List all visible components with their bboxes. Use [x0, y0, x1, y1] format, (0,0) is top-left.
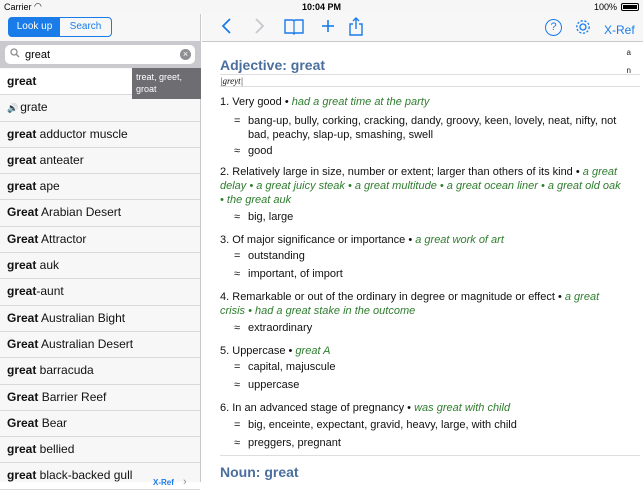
example-text: great A [295, 345, 331, 357]
spelling-suggestion-popup[interactable] [132, 68, 201, 99]
word-rest: Bear [38, 415, 68, 430]
word-list-item[interactable] [0, 385, 200, 411]
word-rest: Attractor [38, 231, 87, 246]
related-words [220, 321, 622, 335]
synonyms-symbol: = [234, 419, 241, 431]
side-index-n[interactable]: n [626, 66, 631, 75]
related-words-symbol: ≈ [234, 268, 241, 280]
related-words [220, 267, 622, 281]
definition-text: Of major significance or importance [232, 234, 406, 246]
word-rest: anteater [36, 152, 84, 167]
word-rest: Arabian Desert [38, 205, 122, 220]
divider [220, 455, 640, 456]
related-words-text[interactable]: uppercase [248, 379, 300, 391]
related-words [220, 210, 622, 224]
example-text: was great with child [414, 402, 511, 414]
battery-percent: 100% [593, 2, 617, 12]
related-words-text[interactable]: good [248, 145, 273, 157]
word-list-item[interactable] [0, 306, 200, 332]
sense-number: 6. [220, 402, 230, 414]
word-list-item[interactable] [0, 200, 200, 226]
forward-icon[interactable] [254, 17, 266, 39]
synonyms-text[interactable]: outstanding [248, 250, 305, 262]
bullet-separator: • [554, 291, 565, 303]
noun-heading: Noun: great [220, 464, 299, 480]
word-rest: bellied [36, 442, 75, 457]
search-bar [0, 41, 200, 68]
word-list-item[interactable] [0, 437, 200, 463]
clear-search-icon[interactable]: × [180, 49, 191, 60]
definition-text: Remarkable or out of the ordinary in degree or magnitude or effect [232, 291, 555, 303]
xref-button[interactable]: X-Ref [604, 23, 635, 37]
segment-look-up[interactable]: Look up [9, 18, 60, 36]
example-text: a great crisis • had a great stake in the outcome [220, 291, 600, 317]
sense-number: 5. [220, 345, 230, 357]
word-list [0, 69, 200, 490]
word-rest: ape [36, 179, 60, 194]
word-match: Great [7, 389, 39, 404]
word-match: great [7, 126, 37, 141]
synonyms-text[interactable]: capital, majuscule [248, 361, 336, 373]
related-words-text[interactable]: extraordinary [248, 322, 313, 334]
word-match: Great [7, 231, 39, 246]
synonyms-symbol: = [234, 250, 241, 262]
status-time: 10:04 PM [301, 2, 342, 12]
bullet-separator: • [281, 96, 292, 108]
entry-toolbar [202, 14, 643, 42]
xref-left-label[interactable]: X-Ref [153, 478, 174, 487]
word-match: great [7, 179, 37, 194]
bullet-separator: • [405, 234, 416, 246]
related-words-text[interactable]: big, large [248, 211, 294, 223]
sense-number: 1. [220, 96, 230, 108]
synonyms-text[interactable]: big, enceinte, expectant, gravid, heavy, large, with child [248, 419, 517, 431]
word-list-item[interactable] [0, 95, 200, 121]
word-list-item[interactable] [0, 174, 200, 200]
related-words-symbol: ≈ [234, 322, 241, 334]
divider [220, 86, 640, 87]
definition-text: Relatively large in size, number or extent; larger than others of its kind [232, 166, 573, 178]
word-list-item[interactable] [0, 358, 200, 384]
related-words-symbol: ≈ [234, 437, 241, 449]
related-words-symbol: ≈ [234, 379, 241, 391]
sense-definition [220, 290, 622, 318]
sense-definition [220, 401, 622, 415]
word-match: great [7, 363, 37, 378]
word-list-item[interactable] [0, 279, 200, 305]
word-rest: barracuda [36, 363, 94, 378]
synonyms [220, 114, 622, 141]
battery-icon [621, 3, 639, 11]
word-match: Great [7, 310, 39, 325]
word-list-item[interactable] [0, 148, 200, 174]
gear-icon[interactable] [574, 18, 592, 40]
sense-definition [220, 165, 622, 207]
synonyms [220, 418, 622, 432]
add-icon[interactable] [320, 17, 336, 39]
synonyms-symbol: = [234, 115, 241, 127]
related-words-text[interactable]: preggers, pregnant [248, 437, 341, 449]
synonyms-text[interactable]: bang-up, bully, corking, cracking, dandy, groovy, keen, lovely, neat, nifty, not bad, peachy, slap-up, smashing, swell [248, 115, 617, 141]
word-list-item[interactable] [0, 253, 200, 279]
book-icon[interactable] [284, 18, 304, 39]
word-match: great [7, 258, 37, 273]
suggestion-line: groat [136, 84, 157, 94]
synonyms [220, 360, 622, 374]
related-words-text[interactable]: important, of import [248, 268, 343, 280]
help-icon[interactable]: ? [545, 19, 562, 36]
word-rest: black-backed gull [36, 468, 133, 483]
related-words [220, 378, 622, 392]
related-words-symbol: ≈ [234, 211, 241, 223]
search-input[interactable] [25, 47, 175, 62]
mode-segmented-control [8, 17, 112, 37]
chevron-right-icon[interactable]: › [183, 476, 187, 488]
divider [220, 74, 640, 75]
definition-text: Very good [232, 96, 282, 108]
back-icon[interactable] [220, 17, 232, 39]
bullet-separator: • [404, 402, 415, 414]
word-match: great [7, 468, 37, 483]
search-field-container [5, 45, 195, 64]
word-rest: Australian Desert [38, 336, 134, 351]
sense-definition [220, 95, 622, 109]
sense-number: 3. [220, 234, 230, 246]
wifi-icon: ◠ [34, 1, 42, 11]
word-rest: grate [20, 100, 48, 115]
related-words [220, 436, 622, 450]
share-icon[interactable] [348, 16, 364, 40]
suggestion-line: treat, greet, [136, 72, 183, 82]
word-match: great [7, 284, 37, 299]
carrier-label: Carrier [4, 2, 32, 12]
adjective-heading: Adjective: great [220, 57, 326, 73]
sense-number: 4. [220, 291, 230, 303]
word-rest: -aunt [36, 284, 64, 299]
related-words-symbol: ≈ [234, 145, 241, 157]
word-rest: Barrier Reef [38, 389, 107, 404]
word-match: great [7, 442, 37, 457]
word-match: Great [7, 415, 39, 430]
definition-text: In an advanced stage of pregnancy [232, 402, 405, 414]
word-match: Great [7, 205, 39, 220]
definition-text: Uppercase [232, 345, 286, 357]
word-rest: Australian Bight [38, 310, 126, 325]
audio-icon: 🔊 [7, 103, 19, 114]
word-rest: adductor muscle [36, 126, 128, 141]
example-text: a great work of art [415, 234, 504, 246]
entry-content [202, 43, 643, 482]
word-match: Great [7, 336, 39, 351]
word-list-item[interactable] [0, 227, 200, 253]
bullet-separator: • [572, 166, 583, 178]
word-match: great [7, 152, 37, 167]
segment-search[interactable]: Search [69, 21, 102, 32]
status-bar [0, 0, 643, 14]
word-rest: auk [36, 258, 60, 273]
sense-definition [220, 233, 622, 247]
synonyms [220, 249, 622, 263]
pronunciation: |greyt| [220, 76, 244, 86]
word-match: great [7, 74, 37, 88]
example-text: a great delay • a great juicy steak • a great multitude • a great ocean liner • a great old oak • the great auk [220, 166, 621, 206]
bullet-separator: • [285, 345, 296, 357]
example-text: had a great time at the party [291, 96, 430, 108]
sense-number: 2. [220, 166, 230, 178]
word-list-item[interactable] [0, 122, 200, 148]
word-list-item[interactable] [0, 411, 200, 437]
related-words [220, 144, 622, 158]
side-index-a[interactable]: a [626, 48, 631, 57]
search-icon [10, 48, 20, 61]
sense-definition [220, 344, 622, 358]
word-list-item[interactable] [0, 332, 200, 358]
synonyms-symbol: = [234, 361, 241, 373]
